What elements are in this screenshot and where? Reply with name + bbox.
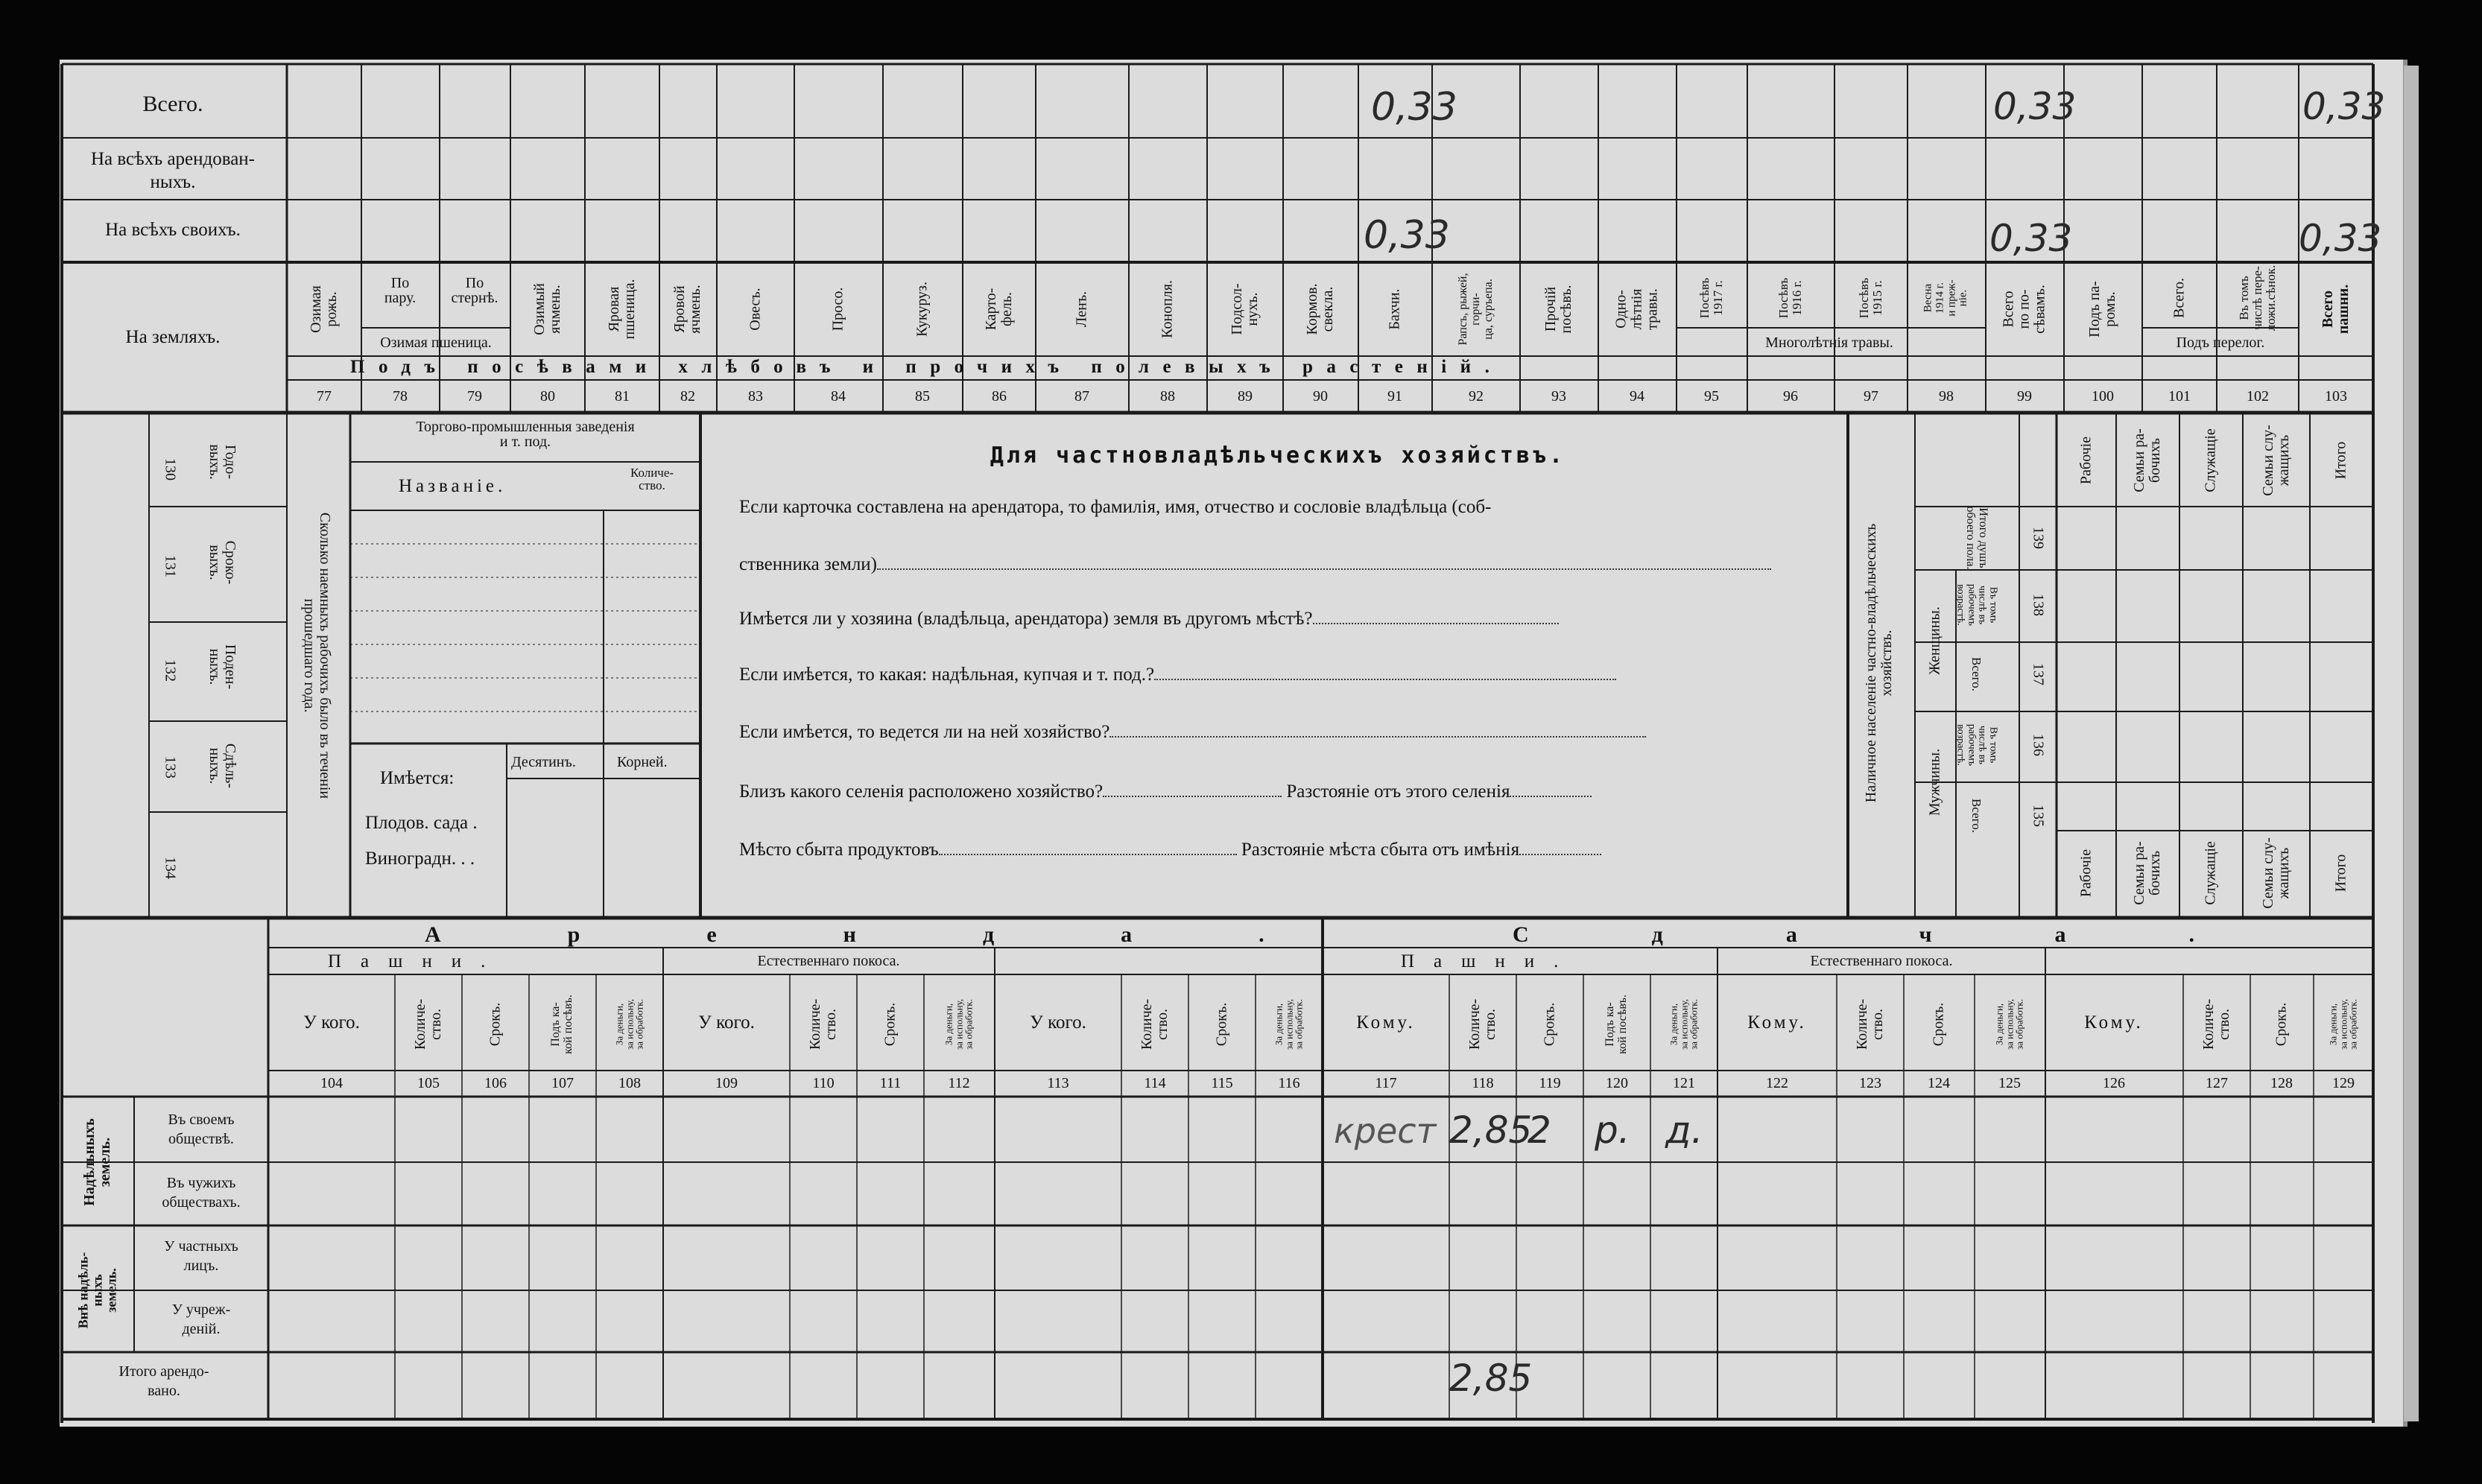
lease-other-qty: Количе- ство. (1139, 998, 1171, 1050)
women-workers-label: Въ томъ числѣ въ рабочемъ возрастѣ. (1954, 583, 1999, 627)
sdacha-col-num: 119 (1539, 1075, 1561, 1091)
winter-wheat-label: Озимая пшеница. (380, 334, 492, 351)
col-num: 95 (1704, 388, 1719, 405)
col-num: 102 (2247, 388, 2269, 405)
crop-header-other: Прочiй посѣвъ. (1542, 285, 1574, 334)
col-num: 100 (2092, 388, 2114, 405)
women-label: Женщины. (1926, 606, 1943, 675)
fallow-land-label: Подъ перелог. (2176, 334, 2265, 351)
pop-num: 137 (2030, 663, 2047, 685)
lease-other-pay: За деньги, за испольну, за обработк. (1273, 999, 1305, 1050)
lease-col-num: 110 (812, 1075, 835, 1091)
hired-col-num: 132 (162, 659, 179, 682)
crop-header-sown-1917: Посѣвъ 1917 г. (1697, 277, 1725, 319)
crop-header-potato: Карто- фель. (983, 288, 1015, 331)
sdacha-col-num: 129 (2332, 1075, 2355, 1091)
crop-header-annual-grass: Одно- лѣтнiя травы. (1612, 288, 1661, 330)
col-num: 78 (393, 388, 408, 405)
col-num: 79 (467, 388, 482, 405)
crop-header-perelog-hay: Въ томъ числѣ пере- ложи.сѣнок. (2237, 264, 2278, 332)
lease-other-term: Срокъ. (1213, 1002, 1230, 1047)
employee-families-col-bottom: Семьи слу- жащихъ (2260, 837, 2292, 909)
lease-hay-label: Естественнаго покоса. (757, 953, 900, 969)
orchard-label: Плодов. сада . (365, 813, 478, 833)
hired-col-num: 134 (162, 857, 179, 879)
sdacha-term: Срокъ. (1541, 1002, 1558, 1047)
hw-own-melons: 0,33 (1364, 213, 1450, 258)
crop-header-melons: Бахчи. (1386, 288, 1403, 330)
sdacha-col-num: 126 (2103, 1075, 2125, 1091)
lease-col-num: 108 (618, 1075, 641, 1091)
hw-total-melons: 0,33 (1371, 85, 1457, 130)
row-leased-label: На всѣхъ арендован- ныхъ. (90, 149, 256, 193)
hw-own-sown: 0,33 (1989, 217, 2073, 260)
crop-header-corn: Кукуруз. (914, 282, 931, 337)
crop-header-sown-1915: Посѣвъ 1915 г. (1857, 277, 1884, 319)
lease-qty: Количе- ство. (412, 998, 444, 1050)
crop-header-perelog-total: Всего. (2171, 277, 2188, 319)
row-institutions: У учреж- денiй. (171, 1301, 231, 1337)
row-total-leased: Итого арендо- вано. (118, 1363, 209, 1399)
total-souls-label: Итого душъ обоего пола. (1964, 506, 1989, 570)
lease-col-num: 111 (879, 1075, 902, 1091)
row-own-community: Въ своемъ обществѣ. (168, 1112, 235, 1147)
crop-header-fallow: Подъ па- ромъ. (2086, 281, 2118, 337)
col-num: 91 (1387, 388, 1402, 405)
question-owner-cont: ственника земли) (739, 555, 1771, 574)
crop-header-wheat-fallow: По пару. (384, 275, 417, 306)
question-owner: Если карточка составлена на арендатора, то фамилiя, имя, отчество и сословiе владѣльца (соб- (739, 497, 1492, 517)
workers-col-bottom: Рабочiе (2077, 849, 2095, 898)
pop-num: 135 (2030, 805, 2047, 827)
trade-qty-label: Количе- ство. (630, 466, 674, 492)
lease-hay-term: Срокъ. (881, 1002, 899, 1047)
sdacha-hay-term: Срокъ. (1930, 1002, 1947, 1047)
col-num: 90 (1313, 388, 1328, 405)
question-market: Мѣсто сбыта продуктовъ Разстоянiе мѣста сбыта отъ имѣнiя (739, 840, 1601, 859)
arenda-banner: Аренда. (425, 922, 1391, 947)
crops-banner: Подъ посѣвами хлѣбовъ и прочихъ полевыхъ растенiй. (350, 357, 1504, 377)
hw-total-leased: 2,85 (1449, 1357, 1533, 1400)
hw-crop: р. (1595, 1109, 1630, 1152)
trade-name-label: Названiе. (399, 476, 507, 496)
private-farm-title: Для частновладѣльческихъ хозяйствъ. (990, 443, 1566, 469)
sdacha-arable-label: Пашни. (1401, 951, 1578, 971)
hired-col-piecework: Сдѣль- ныхъ. (206, 743, 238, 789)
col-num: 94 (1630, 388, 1644, 405)
sdacha-col-num: 118 (1472, 1075, 1494, 1091)
hired-col-term: Сроко- выхъ. (206, 540, 238, 585)
row-own-label: На всѣхъ своихъ. (105, 220, 241, 240)
sdacha-col-num: 128 (2270, 1075, 2293, 1091)
crop-header-spring-barley: Яровой ячмень. (671, 285, 703, 334)
men-total-label: Всего. (1969, 799, 1984, 833)
lease-col-num: 112 (948, 1075, 970, 1091)
col-num: 86 (992, 388, 1007, 405)
hw-total-sown: 0,33 (1993, 85, 2077, 128)
total-col-top: Итого (2332, 441, 2349, 480)
employee-families-col-top: Семьи слу- жащихъ (2260, 425, 2292, 496)
employees-col-bottom: Служащiе (2202, 841, 2219, 905)
men-label: Мужчины. (1926, 748, 1943, 816)
col-num: 83 (748, 388, 763, 405)
sdacha-qty: Количе- ство. (1466, 998, 1498, 1050)
sdacha-other-pay: За деньги, за испольну, за обработк. (2327, 999, 2359, 1050)
has-label: Имѣется: (380, 768, 455, 788)
crop-header-sown-1914: Весна 1914 г. и преж- нiе. (1922, 279, 1969, 317)
sdacha-col-num: 117 (1375, 1075, 1397, 1091)
lease-hay-pay: За деньги, за испольну, за обработк. (943, 999, 975, 1050)
hw-pay: д. (1665, 1109, 1703, 1152)
lease-hay-qty: Количе- ство. (807, 998, 839, 1050)
col-num: 99 (2017, 388, 2032, 405)
crop-header-fodder-beet: Кормов. свекла. (1304, 283, 1336, 335)
sdacha-pay: За деньги, за испольну, за обработк. (1668, 999, 1700, 1050)
hired-col-yearly: Годо- выхъ. (206, 444, 238, 480)
hw-qty: 2,85 (1449, 1109, 1533, 1152)
workers-col-top: Рабочiе (2077, 436, 2095, 485)
col-num: 84 (831, 388, 846, 405)
lease-col-num: 114 (1144, 1075, 1166, 1091)
worker-families-col-bottom: Семьи ра- бочихъ (2131, 841, 2163, 905)
col-num: 85 (915, 388, 930, 405)
hw-total-arable: 0,33 (2302, 85, 2386, 128)
sdacha-col-num: 124 (1928, 1075, 1950, 1091)
employees-col-top: Служащiе (2202, 428, 2219, 492)
row-total-label: Всего. (142, 92, 203, 116)
crop-header-hemp: Конопля. (1159, 280, 1176, 338)
row-on-lands-label: На земляхъ. (125, 327, 221, 347)
hired-col-num: 131 (162, 555, 179, 577)
crop-header-rapeseed: Рапсъ, рыжей, горчи- ца, суръепа. (1456, 273, 1495, 346)
hw-term: 2 (1527, 1109, 1551, 1152)
hw-own-arable: 0,33 (2299, 217, 2382, 260)
hw-to-whom: крест (1334, 1111, 1437, 1151)
question-farming: Если имѣется, то ведется ли на ней хозяйство? (739, 723, 1646, 741)
row-other-communities: Въ чужихъ обществахъ. (162, 1175, 241, 1211)
col-num: 88 (1160, 388, 1175, 405)
nadel-lands-group: Надѣльныхъ земель. (81, 1118, 113, 1206)
crop-header-wheat-stubble: По стернѣ. (451, 275, 498, 306)
sdacha-col-num: 121 (1673, 1075, 1695, 1091)
total-col-bottom: Итого (2332, 854, 2349, 892)
row-private-persons: У частныхъ лицъ. (164, 1238, 238, 1274)
question-land-type: Если имѣется, то какая: надѣльная, купчая и т. под.? (739, 665, 1616, 684)
perennial-grass-label: Многолѣтнiя травы. (1765, 334, 1893, 351)
question-village: Близъ какого селенiя расположено хозяйство? Разстоянiе отъ этого селенiя (739, 782, 1592, 801)
lease-term: Срокъ. (487, 1002, 504, 1047)
sdacha-other-term: Срокъ. (2273, 1002, 2290, 1047)
col-num: 77 (317, 388, 332, 405)
sdacha-col-num: 122 (1766, 1075, 1788, 1091)
non-nadel-lands-group: Внѣ надѣль- ныхъ земель. (75, 1252, 119, 1329)
lease-col-num: 107 (551, 1075, 574, 1091)
worker-families-col-top: Семьи ра- бочихъ (2131, 428, 2163, 492)
lease-col-num: 109 (715, 1075, 738, 1091)
lease-from-whom: У кого. (303, 1012, 360, 1033)
women-total-label: Всего. (1969, 657, 1984, 691)
sdacha-hay-label: Естественнаго покоса. (1810, 953, 1953, 969)
col-num: 103 (2325, 388, 2347, 405)
sdacha-hay-pay: За деньги, за испольну, за обработк. (1993, 999, 2025, 1050)
col-num: 87 (1074, 388, 1089, 405)
lease-col-num: 104 (320, 1075, 343, 1091)
sdacha-col-num: 120 (1606, 1075, 1628, 1091)
hired-col-num: 130 (162, 458, 179, 481)
lease-col-num: 105 (417, 1075, 440, 1091)
lease-col-num: 116 (1278, 1075, 1300, 1091)
lease-pay: За деньги, за испольну, за обработк. (613, 999, 645, 1050)
col-num: 82 (680, 388, 695, 405)
sdacha-col-num: 125 (1998, 1075, 2021, 1091)
sdacha-hay-to-whom: Кому. (1747, 1012, 1807, 1033)
pop-num: 136 (2030, 734, 2047, 756)
crop-header-sown-1916: Посѣвъ 1916 г. (1776, 277, 1804, 319)
col-num: 97 (1864, 388, 1878, 405)
crop-header-winter-barley: Озимый ячмень. (531, 283, 563, 335)
men-workers-label: Въ томъ числѣ въ рабочемъ возрастѣ. (1954, 723, 1999, 767)
col-num: 89 (1238, 388, 1253, 405)
sdacha-other-to-whom: Кому. (2084, 1012, 2144, 1033)
desiatin-label: Десятинъ. (511, 754, 576, 770)
lease-hay-from-whom: У кого. (698, 1012, 755, 1033)
crop-header-winter-rye: Озимая рожь. (308, 285, 340, 333)
col-num: 101 (2168, 388, 2191, 405)
crop-header-total-arable: Всего пашни. (2320, 284, 2352, 334)
crop-header-total-sown: Всего по по- сѣвамъ. (2000, 285, 2048, 334)
sdacha-col-num: 123 (1859, 1075, 1881, 1091)
col-num: 96 (1783, 388, 1798, 405)
col-num: 98 (1939, 388, 1954, 405)
crop-header-sunflower: Подсол- нухъ. (1229, 283, 1261, 335)
sdacha-other-qty: Количе- ство. (2200, 998, 2232, 1050)
sdacha-col-num: 127 (2206, 1075, 2228, 1091)
hired-workers-title: Сколько наемныхъ рабочихъ было въ теченiи прошедшаго года. (301, 512, 333, 799)
sdacha-to-whom: Кому. (1356, 1012, 1416, 1033)
col-num: 80 (540, 388, 555, 405)
sdacha-banner: Сдача. (1513, 922, 2318, 947)
hired-col-num: 133 (162, 756, 179, 779)
lease-col-num: 115 (1211, 1075, 1233, 1091)
pop-num: 138 (2030, 594, 2047, 616)
lease-col-num: 113 (1047, 1075, 1069, 1091)
hired-col-daily: Поден- ныхъ. (206, 644, 238, 690)
question-other-land: Имѣется ли у хозяина (владѣльца, арендатора) земля въ другомъ мѣстѣ? (739, 609, 1559, 628)
crop-header-flax: Ленъ. (1073, 291, 1090, 328)
crop-header-oats: Овесъ. (747, 288, 764, 331)
population-title: Наличное населенiе частно-владѣльческихъ хозяйствъ. (1863, 523, 1895, 803)
sdacha-hay-qty: Количе- ство. (1854, 998, 1886, 1050)
col-num: 92 (1469, 388, 1484, 405)
pop-num: 139 (2030, 527, 2047, 549)
lease-other-from-whom: У кого. (1030, 1012, 1086, 1033)
roots-label: Корней. (617, 754, 668, 770)
sdacha-crop: Подъ ка- кой посѣвъ. (1604, 995, 1629, 1054)
lease-arable-label: Пашни. (328, 951, 505, 971)
crop-header-spring-wheat: Яровая пшеница. (606, 279, 638, 340)
lease-crop: Подъ ка- кой посѣвъ. (549, 995, 574, 1054)
trade-title: Торгово-промышленныя заведенiя и т. под. (416, 419, 635, 450)
lease-col-num: 106 (484, 1075, 507, 1091)
vineyard-label: Виноградн. . . (365, 849, 475, 869)
crop-header-millet: Просо. (829, 287, 846, 332)
col-num: 81 (615, 388, 630, 405)
col-num: 93 (1551, 388, 1566, 405)
